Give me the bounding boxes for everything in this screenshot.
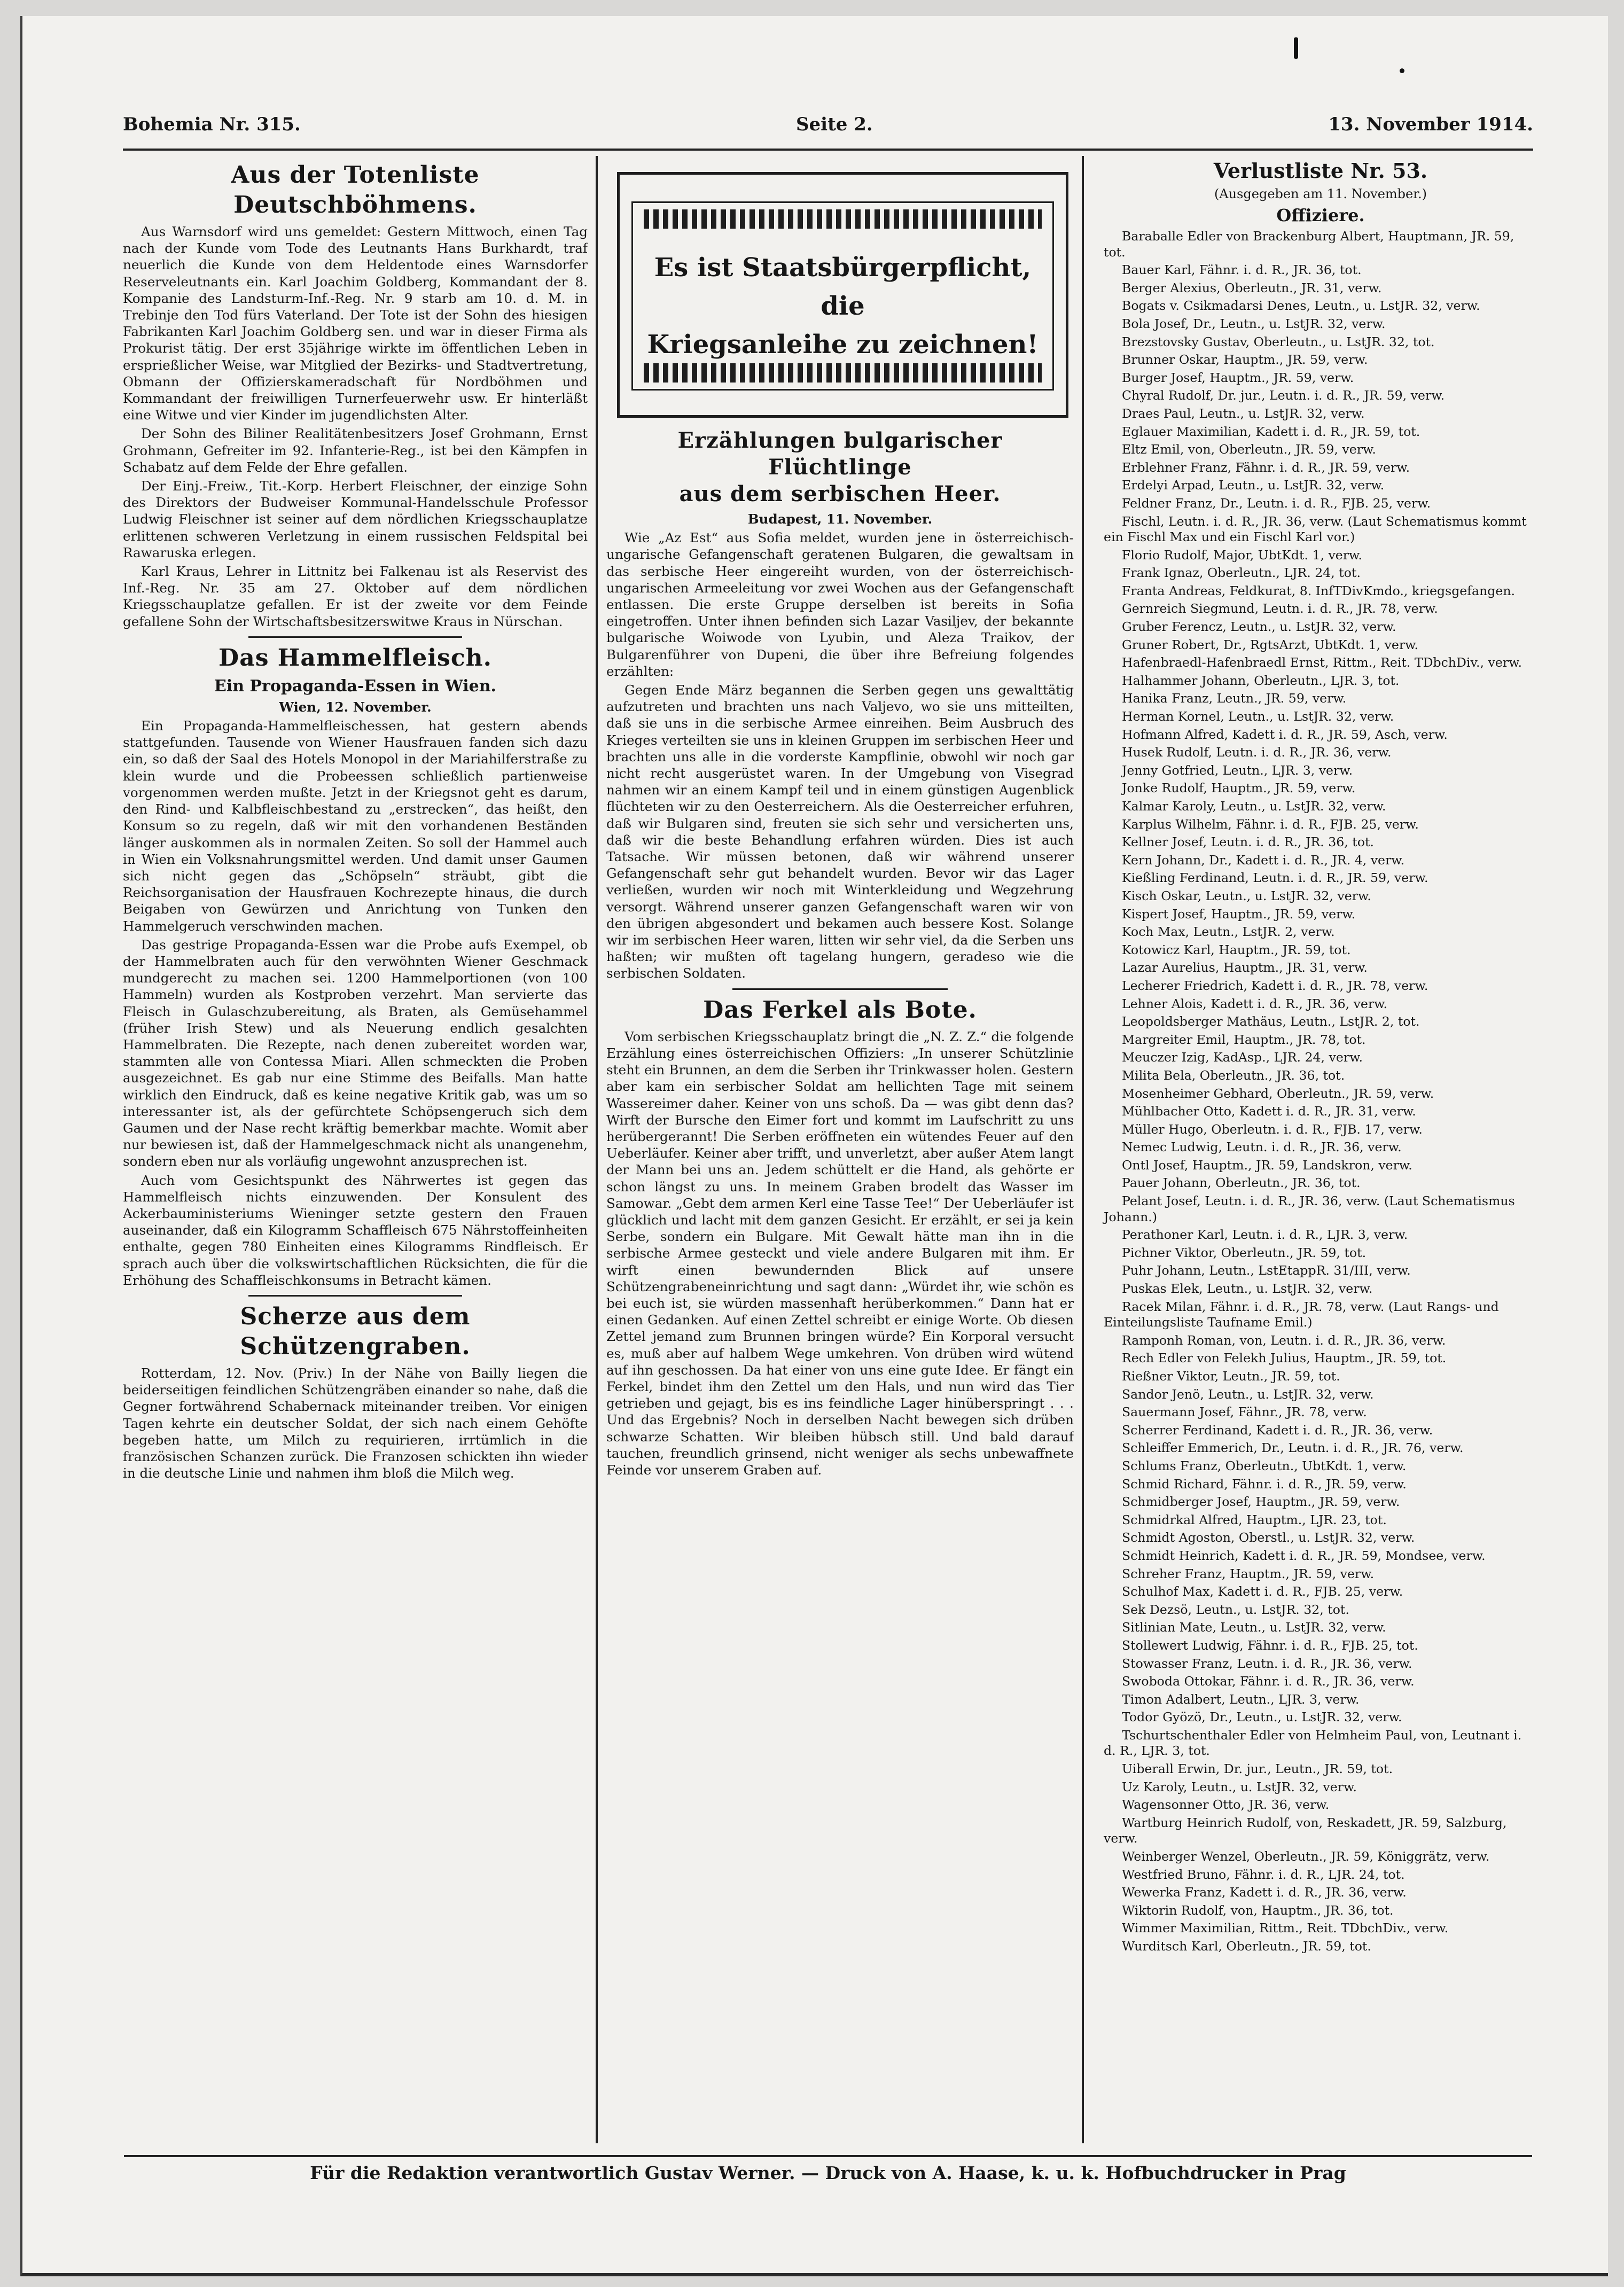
casualty-entry: Fischl, Leutn. i. d. R., JR. 36, verw. (Laut Schematismus kommt ein Fischl Max und ein Fischl Karl vor.) — [1104, 513, 1527, 545]
notice-line: Es ist Staatsbürgerpflicht, die — [654, 253, 1032, 321]
casualty-entry: Scherrer Ferdinand, Kadett i. d. R., JR. 36, verw. — [1122, 1422, 1433, 1438]
header-page-number: Seite 2. — [796, 114, 873, 135]
column-right-casualty-list — [1090, 158, 1533, 2151]
casualty-entry: Sauermann Josef, Fähnr., JR. 78, verw. — [1122, 1404, 1367, 1420]
casualty-entry: Gruner Robert, Dr., RgtsArzt, UbtKdt. 1, verw. — [1122, 637, 1418, 652]
column-rule — [596, 156, 598, 2143]
article-paragraph: Ein Propaganda-Hammelfleischessen, hat gestern abends stattgefunden. Tausende von Wiener Hausfrauen fanden sich dazu ein, so daß der Saal des Hotels Monopol in der Mariahilferstraße zu klein wurde und die Probeessen schließlich partienweise vorgenommen werden mußte. Jetzt in der Kriegsnot geht es darum, den Rind- und Kalbfleischbestand zu „erstrecken“, das heißt, den Konsum so zu regeln, daß wir mit den vorhandenen Beständen länger auskommen als in normalen Zeiten. So soll der Hammel auch in Wien ein Volksnahrungsmittel werden. Und damit unser Gaumen sich nicht gegen das „Schöpseln“ sträubt, gibt die Reichsorganisation der Hausfrauen Kochrezepte hinaus, die durch Beigaben von Gewürzen und Anrichtung von Tunken den Hammelgeruch verschwinden machen. — [123, 718, 588, 934]
casualty-entry: Puskas Elek, Leutn., u. LstJR. 32, verw. — [1122, 1281, 1373, 1297]
casualty-entry: Frank Ignaz, Oberleutn., LJR. 24, tot. — [1122, 565, 1361, 581]
casualty-entry: Draes Paul, Leutn., u. LstJR. 32, verw. — [1122, 405, 1365, 421]
casualty-list-subtitle: (Ausgegeben am 11. November.) — [1214, 186, 1427, 201]
casualty-entry: Burger Josef, Hauptm., JR. 59, verw. — [1122, 370, 1354, 385]
article-paragraph: Vom serbischen Kriegsschauplatz bringt die „N. Z. Z.“ die folgende Erzählung eines österreichischen Offiziers: „In unserer Schützlinie steht ein Brunnen, an dem die Serben ihr Trinkwasser holen. Gestern aber kam ein serbischer Soldat am hellichten Tage mit seinem Wassereimer daher. Keiner von uns schoß. Da — was gibt denn das? Wirft der Bursche den Eimer fort und kommt im Laufschritt zu uns herübergerannt! Die Serben eröffneten ein wütendes Feuer auf den Ueberläufer. Keiner aber trifft, und unverletzt, aber außer Atem langt der Mann bei uns an. Jedem schüttelt er die Hand, als gehörte er schon längst zu uns. In meinem Graben brodelt das Wasser im Samowar. „Gebt dem armen Kerl eine Tasse Tee!“ Der Ueberläufer ist glücklich und lacht mit dem ganzen Gesicht. Er erzählt, er sei ja kein Serbe, sondern ein Bulgare. Mit Gewalt hätte man ihn in die serbische Armee gesteckt und viele andere Bulgaren mit ihm. Er wirft einen bewundernden Blick auf unsere Schützengrabeneinrichtung und sagt dann: „Würdet ihr, wie schön es bei euch ist, sie würden massenhaft herüberkommen.“ Dann hat er einen Gedanken. Auf einen Zettel schreibt er einige Worte. Ob diesen Zettel jemand zum Brunnen bringen würde? Ein Korporal versucht es, muß aber auf halbem Wege umkehren. Von drüben wird wütend auf ihn geschossen. Da hat einer von uns eine gute Idee. Er fängt ein Ferkel, bindet ihm den Zettel um den Hals, und nun wird das Tier getrieben und gejagt, bis es ins feindliche Lager hinüberspringt . . . Und das Ergebnis? Noch in derselben Nacht bewegen sich drüben schwarze Schatten. Wir bleiben hübsch still. Und bald darauf tauchen, freundlich grinsend, nicht weniger als sechs unbewaffnete Feinde vor unserem Graben auf. — [606, 1028, 1074, 1478]
casualty-entry: Erblehner Franz, Fähnr. i. d. R., JR. 59, verw. — [1122, 459, 1410, 475]
casualty-entry: Lecherer Friedrich, Kadett i. d. R., JR. 78, verw. — [1122, 978, 1428, 993]
casualty-entry: Sitlinian Mate, Leutn., u. LstJR. 32, verw. — [1122, 1620, 1386, 1635]
notice-text — [633, 248, 1052, 364]
casualty-entry: Eglauer Maximilian, Kadett i. d. R., JR. 59, tot. — [1122, 424, 1420, 439]
article-title: Aus der Totenliste Deutschböhmens. — [231, 161, 480, 218]
casualty-entry: Feldner Franz, Dr., Leutn. i. d. R., FJB. 25, verw. — [1122, 495, 1431, 511]
casualty-entry: Bauer Karl, Fähnr. i. d. R., JR. 36, tot. — [1122, 262, 1362, 278]
casualty-entry: Schleiffer Emmerich, Dr., Leutn. i. d. R., JR. 76, verw. — [1122, 1440, 1464, 1456]
article-paragraph: Rotterdam, 12. Nov. (Priv.) In der Nähe von Bailly liegen die beiderseitigen feindlichen Schützengräben einander so nahe, daß die Gegner fortwährend Schabernack miteinander treiben. Vor einigen Tagen kehrte ein deutscher Soldat, der sich nach einem Gehöfte begeben hatte, um Milch zu requirieren, irrtümlich in die französischen Schanzen zurück. Die Franzosen schickten ihn wieder in die deutsche Linie und nahmen ihm bloß die Milch weg. — [123, 1365, 588, 1481]
casualty-entry: Sandor Jenö, Leutn., u. LstJR. 32, verw. — [1122, 1386, 1374, 1402]
casualty-entry: Racek Milan, Fähnr. i. d. R., JR. 78, verw. (Laut Rangs- und Einteilungsliste Taufname Emil.) — [1104, 1299, 1499, 1330]
casualty-entry: Schmid Richard, Fähnr. i. d. R., JR. 59, verw. — [1122, 1476, 1407, 1492]
article-title: aus dem serbischen Heer. — [679, 481, 1001, 506]
casualty-entry: Chyral Rudolf, Dr. jur., Leutn. i. d. R., JR. 59, verw. — [1122, 388, 1445, 403]
casualty-entry: Brezstovsky Gustav, Oberleutn., u. LstJR. 32, tot. — [1122, 334, 1435, 349]
casualty-entry: Stollewert Ludwig, Fähnr. i. d. R., FJB. 25, tot. — [1122, 1637, 1418, 1653]
casualty-entry: Wimmer Maximilian, Rittm., Reit. TDbchDiv., verw. — [1122, 1921, 1449, 1936]
casualty-entry: Schmidt Heinrich, Kadett i. d. R., JR. 59, Mondsee, verw. — [1122, 1548, 1486, 1563]
article-divider — [248, 636, 462, 638]
casualty-entry: Weinberger Wenzel, Oberleutn., JR. 59, Königgrätz, verw. — [1122, 1849, 1490, 1864]
casualty-entry: Bogats v. Csikmadarsi Denes, Leutn., u. LstJR. 32, verw. — [1122, 298, 1480, 314]
page-header — [123, 100, 1533, 151]
article-paragraph: Der Sohn des Biliner Realitätenbesitzers Josef Grohmann, Ernst Grohmann, Gefreiter im 92. Infanterie-Reg., ist bei den Kämpfen in Schabatz auf dem Felde der Ehre gefallen. — [123, 426, 588, 475]
article-title: Erzählungen bulgarischer Flüchtlinge — [677, 428, 1003, 480]
casualty-entry: Hafenbraedl-Hafenbraedl Ernst, Rittm., Reit. TDbchDiv., verw. — [1122, 655, 1522, 670]
casualty-entry: Pauer Johann, Oberleutn., JR. 36, tot. — [1122, 1175, 1361, 1191]
casualty-entry: Mosenheimer Gebhard, Oberleutn., JR. 59, verw. — [1122, 1086, 1434, 1101]
casualty-entry: Hanika Franz, Leutn., JR. 59, verw. — [1122, 691, 1347, 706]
header-issue: Bohemia Nr. 315. — [123, 114, 301, 135]
casualty-entry: Berger Alexius, Oberleutn., JR. 31, verw. — [1122, 280, 1382, 295]
casualty-entry: Wewerka Franz, Kadett i. d. R., JR. 36, verw. — [1122, 1885, 1407, 1900]
article-paragraph: Aus Warnsdorf wird uns gemeldet: Gestern Mittwoch, einen Tag nach der Kunde vom Tode des Leutnants Hans Burkhardt, traf neuerlich die Kunde von dem Heldentode eines Warnsdorfer Reserveleutnants ein. Karl Joachim Goldberg, Kommandant der 8. Kompanie des Landsturm-Inf.-Reg. Nr. 9 starb am 10. d. M. in Trebinje den Tod fürs Vaterland. Der Tote ist der Sohn des hiesigen Fabrikanten Karl Joachim Goldberg sen. und war in dieser Firma als Prokurist tätig. Der erst 35jährige wirkte im öffentlichen Leben in ersprießlicher Weise, war Mitglied der Bezirks- und Stadtvertretung, Obmann der Offizierskameradschaft für Nordböhmen und Kommandant der freiwilligen Turnerfeuerwehr usw. Er hinterläßt eine Witwe und vier Kinder im jugendlichsten Alter. — [123, 224, 588, 423]
article-divider — [248, 1295, 462, 1297]
casualty-entry: Ramponh Roman, von, Leutn. i. d. R., JR. 36, verw. — [1122, 1332, 1446, 1348]
casualty-entry: Kalmar Karoly, Leutn., u. LstJR. 32, verw. — [1122, 799, 1386, 814]
casualty-entry: Müller Hugo, Oberleutn. i. d. R., FJB. 17, verw. — [1122, 1121, 1423, 1137]
casualty-entry: Jonke Rudolf, Hauptm., JR. 59, verw. — [1122, 780, 1356, 796]
casualty-entry: Lazar Aurelius, Hauptm., JR. 31, verw. — [1122, 960, 1368, 975]
casualty-entry: Rießner Viktor, Leutn., JR. 59, tot. — [1122, 1369, 1340, 1384]
casualty-entry: Schlums Franz, Oberleutn., UbtKdt. 1, verw. — [1122, 1458, 1407, 1473]
ink-speck — [1400, 68, 1404, 73]
casualty-entry: Gruber Ferencz, Leutn., u. LstJR. 32, verw. — [1122, 619, 1396, 635]
casualty-entry: Erdelyi Arpad, Leutn., u. LstJR. 32, verw. — [1122, 478, 1385, 493]
casualty-entry: Lehner Alois, Kadett i. d. R., JR. 36, verw. — [1122, 996, 1388, 1011]
casualty-entry: Brunner Oskar, Hauptm., JR. 59, verw. — [1122, 352, 1368, 368]
article-paragraph: Karl Kraus, Lehrer in Littnitz bei Falkenau ist als Reservist des Inf.-Reg. Nr. 35 am 27. Oktober auf dem nördlichen Kriegsschauplatze gefallen. Er ist der zweite vor dem Feinde gefallene Sohn der Wirtschaftsbesitzerswitwe Kraus in Nürschan. — [123, 564, 588, 629]
casualty-entry: Jenny Gotfried, Leutn., LJR. 3, verw. — [1122, 762, 1353, 778]
article-title: Das Hammelfleisch. — [218, 644, 492, 672]
casualty-entry: Sek Dezsö, Leutn., u. LstJR. 32, tot. — [1122, 1602, 1349, 1617]
casualty-entry: Stowasser Franz, Leutn. i. d. R., JR. 36, verw. — [1122, 1656, 1412, 1671]
casualty-entry: Westfried Bruno, Fähnr. i. d. R., LJR. 24, tot. — [1122, 1867, 1405, 1882]
casualty-entry: Eltz Emil, von, Oberleutn., JR. 59, verw. — [1122, 442, 1376, 457]
casualty-entry: Nemec Ludwig, Leutn. i. d. R., JR. 36, verw. — [1122, 1139, 1402, 1155]
article-subtitle: Ein Propaganda-Essen in Wien. — [214, 676, 496, 696]
casualty-entry: Schmidberger Josef, Hauptm., JR. 59, verw. — [1122, 1494, 1400, 1510]
article-title: Das Ferkel als Bote. — [703, 996, 977, 1024]
casualty-entry: Wartburg Heinrich Rudolf, von, Reskadett, JR. 59, Salzburg, verw. — [1104, 1815, 1507, 1846]
casualty-entry: Leopoldsberger Mathäus, Leutn., LstJR. 2, tot. — [1122, 1014, 1420, 1029]
casualty-entry: Franta Andreas, Feldkurat, 8. InfTDivKmdo., kriegsgefangen. — [1122, 583, 1516, 598]
casualty-entry: Schmidrkal Alfred, Hauptm., LJR. 23, tot. — [1122, 1512, 1387, 1527]
casualty-entry: Baraballe Edler von Brackenburg Albert, Hauptmann, JR. 59, tot. — [1104, 229, 1514, 260]
casualty-entry: Wiktorin Rudolf, von, Hauptm., JR. 36, tot. — [1122, 1902, 1394, 1918]
article-paragraph: Auch vom Gesichtspunkt des Nährwertes ist gegen das Hammelfleisch nichts einzuwenden. Der Konsulent des Ackerbauministeriums Wieninger setzte gestern den Frauen auseinander, daß ein Kilogramm Schaffleisch 675 Nährstoffeinheiten enthalte, gegen 780 Einheiten eines Kilogramms Rindfleisch. Er sprach auch über die volkswirtschaftlichen Rücksichten, die für die Erhöhung des Schaffleischkonsums in Betracht kämen. — [123, 1172, 588, 1288]
article-paragraph: Wie „Az Est“ aus Sofia meldet, wurden jene in österreichisch-ungarische Gefangenschaft geratenen Bulgaren, die gewaltsam in das serbische Heer eingereiht wurden, von der österreichisch-ungarischen Armeeleitung vor zwei Wochen aus der Gefangenschaft entlassen. Die erste Gruppe derselben ist bereits in Sofia eingetroffen. Unter ihnen befinden sich Lazar Vasiljev, der bekannte bulgarische Woiwode von Lyubin, und Aleza Traikov, der Bulgarenführer von Dupeni, die über ihre Befreiung folgendes erzählten: — [606, 530, 1074, 679]
casualty-entry: Husek Rudolf, Leutn. i. d. R., JR. 36, verw. — [1122, 745, 1392, 760]
casualty-entry: Meuczer Izig, KadAsp., LJR. 24, verw. — [1122, 1050, 1363, 1065]
article-title: Scherze aus dem Schützengraben. — [240, 1302, 471, 1360]
ink-speck — [1294, 37, 1298, 59]
column-left — [123, 158, 588, 2151]
article-dateline: Budapest, 11. November. — [747, 511, 933, 527]
casualty-entry: Florio Rudolf, Major, UbtKdt. 1, verw. — [1122, 547, 1362, 563]
casualty-entry: Perathoner Karl, Leutn. i. d. R., LJR. 3, verw. — [1122, 1227, 1408, 1243]
casualty-entry: Bola Josef, Dr., Leutn., u. LstJR. 32, verw. — [1122, 316, 1386, 331]
casualty-list-title: Verlustliste Nr. 53. — [1213, 159, 1428, 183]
casualty-entry: Kispert Josef, Hauptm., JR. 59, verw. — [1122, 906, 1356, 922]
casualty-entry: Uz Karoly, Leutn., u. LstJR. 32, verw. — [1122, 1779, 1357, 1794]
casualty-entry: Swoboda Ottokar, Fähnr. i. d. R., JR. 36, verw. — [1122, 1674, 1415, 1689]
notice-ornament — [644, 363, 1042, 383]
casualty-entry: Schulhof Max, Kadett i. d. R., FJB. 25, verw. — [1122, 1584, 1403, 1599]
casualty-entry: Kellner Josef, Leutn. i. d. R., JR. 36, tot. — [1122, 834, 1374, 850]
casualty-entry: Tschurtschenthaler Edler von Helmheim Paul, von, Leutnant i. d. R., LJR. 3, tot. — [1104, 1727, 1522, 1759]
casualty-entry: Mühlbacher Otto, Kadett i. d. R., JR. 31, verw. — [1122, 1104, 1416, 1119]
casualty-entry: Gernreich Siegmund, Leutn. i. d. R., JR. 78, verw. — [1122, 601, 1438, 616]
casualty-entry: Pelant Josef, Leutn. i. d. R., JR. 36, verw. (Laut Schematismus Johann.) — [1104, 1193, 1515, 1224]
casualty-entry: Hofmann Alfred, Kadett i. d. R., JR. 59, Asch, verw. — [1122, 727, 1448, 742]
casualty-entry: Puhr Johann, Leutn., LstEtappR. 31/III, verw. — [1122, 1263, 1411, 1278]
casualty-entry: Schreher Franz, Hauptm., JR. 59, verw. — [1122, 1566, 1375, 1581]
casualty-entry: Koch Max, Leutn., LstJR. 2, verw. — [1122, 924, 1335, 940]
casualty-entry: Timon Adalbert, Leutn., LJR. 3, verw. — [1122, 1691, 1360, 1707]
article-paragraph: Der Einj.-Freiw., Tit.-Korp. Herbert Fleischner, der einzige Sohn des Direktors der Budweiser Kommunal-Handelsschule Professor Ludwig Fleischner ist seiner auf dem nördlichen Kriegsschauplatze erlittenen schweren Verletzung in einem russischen Feldspital bei Rawaruska erlegen. — [123, 478, 588, 560]
notice-line: Kriegsanleihe zu zeichnen! — [647, 330, 1039, 360]
casualty-entry: Uiberall Erwin, Dr. jur., Leutn., JR. 59, tot. — [1122, 1761, 1393, 1777]
casualty-entry: Todor Gyözö, Dr., Leutn., u. LstJR. 32, verw. — [1122, 1710, 1402, 1725]
war-bond-notice — [617, 172, 1068, 418]
article-paragraph: Das gestrige Propaganda-Essen war die Probe aufs Exempel, ob der Hammelbraten auch für den verwöhnten Wiener Geschmack mundgerecht zu machen sei. 1200 Hammelportionen (von 100 Hammeln) wurden als Kostproben verzehrt. Man servierte das Fleisch in Gulaschzubereitung, als Braten, als Gemüsehammel (früher Irish Stew) und als Neuerung endlich gesalchten Hammelbraten. Die Rezepte, nach denen zubereitet worden war, stammten alle von Contessa Miari. Allen schmeckten die Proben ausgezeichnet. Es gab nur eine Stimme des Beifalls. Man hatte wirklich den Eindruck, daß es keine negative Kritik gab, was um so interessanter ist, als der gefürchtete Schöpsengeruch sich dem Gaumen und der Nase recht kräftig bemerkbar machte. Womit aber nur bewiesen ist, daß der Hammelgeschmack nicht als unangenehm, sondern eben nur als vorläufig ungewohnt anzusprechen ist. — [123, 936, 588, 1169]
casualty-entry: Halhammer Johann, Oberleutn., LJR. 3, tot. — [1122, 673, 1400, 688]
notice-ornament — [644, 209, 1042, 229]
page-footer — [124, 2155, 1532, 2195]
header-date: 13. November 1914. — [1328, 114, 1533, 135]
casualty-entry: Herman Kornel, Leutn., u. LstJR. 32, verw. — [1122, 709, 1394, 724]
casualty-entry: Schmidt Agoston, Oberstl., u. LstJR. 32, verw. — [1122, 1530, 1415, 1546]
column-rule — [1082, 156, 1084, 2143]
casualty-entry: Margreiter Emil, Hauptm., JR. 78, tot. — [1122, 1032, 1366, 1047]
article-paragraph: Gegen Ende März begannen die Serben gegen uns gewalttätig aufzutreten und brachten uns nach Valjevo, wo sie uns mitteilten, daß sie uns in die serbische Armee einreihen. Beim Ausbruch des Krieges verteilten sie uns in kleinen Gruppen im serbischen Heer und brachten uns alle in die vorderste Kampflinie, obwohl wir noch gar nicht recht ausgerüstet waren. In der Umgebung von Visegrad nahmen wir an einem Kampf teil und in einem günstigen Augenblick flüchteten wir zu den Oesterreichern. Als die Oesterreicher erfuhren, daß wir Bulgaren sind, freuten sie sich sehr und versicherten uns, daß wir die beste Behandlung erfahren würden. Dies ist auch Tatsache. Wir müssen betonen, daß wir während unserer Gefangenschaft sehr gut behandelt wurden. Bevor wir das Lager verließen, wurden wir noch mit Winterkleidung und Wegzehrung versorgt. Während unserer ganzen Gefangenschaft waren wir von den übrigen abgesondert und bekamen auch bessere Kost. Solange wir im serbischen Heer waren, litten wir sehr viel, da die Serben uns haßten; wir mußten oft tagelang hungern, geradeso wie die serbischen Soldaten. — [606, 682, 1074, 981]
article-dateline: Wien, 12. November. — [279, 699, 432, 715]
casualty-entry: Wurditsch Karl, Oberleutn., JR. 59, tot. — [1122, 1939, 1371, 1954]
casualty-entry: Wagensonner Otto, JR. 36, verw. — [1122, 1797, 1330, 1813]
column-middle — [606, 427, 1074, 2150]
casualty-entry: Pichner Viktor, Oberleutn., JR. 59, tot. — [1122, 1245, 1367, 1260]
casualty-entry: Ontl Josef, Hauptm., JR. 59, Landskron, verw. — [1122, 1157, 1412, 1173]
casualty-entry: Rech Edler von Felekh Julius, Hauptm., JR. 59, tot. — [1122, 1351, 1447, 1366]
casualty-entry: Karplus Wilhelm, Fähnr. i. d. R., FJB. 25, verw. — [1122, 816, 1419, 832]
notice-inner-frame — [631, 201, 1054, 391]
article-divider — [732, 988, 948, 990]
casualty-entry: Kotowicz Karl, Hauptm., JR. 59, tot. — [1122, 942, 1351, 957]
footer-imprint: Für die Redaktion verantwortlich Gustav Werner. — Druck von A. Haase, k. u. k. Hofbuchdrucker in Prag — [310, 2163, 1346, 2183]
casualty-list-category: Offiziere. — [1276, 205, 1365, 225]
casualty-entry: Kisch Oskar, Leutn., u. LstJR. 32, verw. — [1122, 888, 1371, 903]
casualty-entry: Kießling Ferdinand, Leutn. i. d. R., JR. 59, verw. — [1122, 870, 1428, 886]
casualty-entries — [1090, 229, 1533, 1955]
casualty-entry: Kern Johann, Dr., Kadett i. d. R., JR. 4, verw. — [1122, 852, 1405, 868]
casualty-entry: Milita Bela, Oberleutn., JR. 36, tot. — [1122, 1067, 1345, 1083]
